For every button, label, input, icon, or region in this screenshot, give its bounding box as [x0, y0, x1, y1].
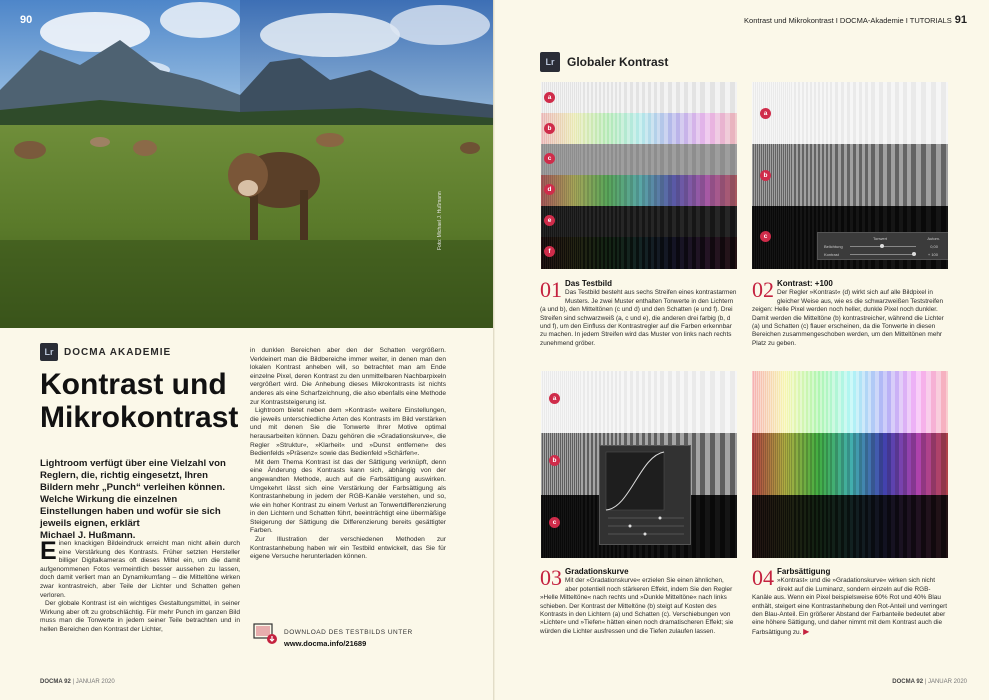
page-number: 90 [20, 14, 33, 26]
photo-illustration [0, 0, 494, 328]
marker-a: a [760, 108, 771, 119]
left-page [0, 0, 494, 700]
tone-curve-graph [600, 446, 692, 546]
dialog-row2: Kontrast [824, 252, 839, 257]
test-image-panel-1 [541, 82, 737, 269]
author-name: Michael J. Hußmann. [40, 530, 136, 541]
slider-track [850, 254, 916, 255]
section-header [540, 52, 668, 72]
marker-b: b [760, 170, 771, 181]
caption-text: Mit der »Gradationskurve« erzielen Sie einen ähnlichen, aber potentiell noch stärkeren Effekt, indem Sie den Regler »Helle Mitteltöne« nach rechts und »Dunkle Mitteltöne« nach links schieben. Der Kontrast der Mitteltöne (b) steigt auf Kosten des Kontrasts in den Lichtern (a) und Schatten (c). Verschiebungen von »Lichter« und »Tiefen« hätten einen noch dramatischeren Effekt; sie würden die Lichter ausfressen und die Tiefen zulaufen lassen. [540, 577, 734, 635]
cow-landscape-photo [0, 0, 494, 328]
lead-text: Lightroom verfügt über eine Vielzahl von Reglern, die, richtig eingesetzt, Ihren Bildern mehr „Punch“ verleihen können. Welche Wirkung die einzelnen Einstellungen haben und wofür sie sich jeweils eignen, erklärt [40, 458, 226, 529]
caption-number: 01 [540, 277, 562, 302]
right-page [495, 0, 989, 700]
header-text: Kontrast und Mikrokontrast I DOCMA-Akademie I TUTORIALS [744, 16, 952, 25]
caption-01 [540, 277, 738, 348]
footer-date: JANUAR 2020 [927, 679, 967, 685]
dialog-auto: Autom. [927, 236, 940, 241]
paragraph: in dunklen Bereichen aber den der Schatten vergrößern. Verkleinert man die Bildbereiche immer weiter, in denen man den lokalen Kontrast anheben will, so betrachtet man am Ende einzelne Pixel, deren Kontrast zu den unmittelbaren Nachbarpixeln vergrößert wird. Die Anhebung dieses Mikrokontrasts ist nichts anderes als eine Scharfzeichnung, die also ebenfalls eine Methode zur Kontraststeigerung ist. [250, 347, 446, 406]
marker-c: c [760, 231, 771, 242]
caption-text: Das Testbild besteht aus sechs Streifen eines kontrastarmen Musters. Je zwei Muster enthalten Tonwerte in den Lichtern (a und b), den Mitteltönen (c und d) und den Schatten (e und f). Drei Streifen sind schwarzweiß (a, c und e), die anderen drei farbig (b, d und f), um den Einfluss der Kontrastregler auf die Farben erkennbar zu machen. In jedem Streifen wird das Muster von links nach rechts zunehmend gröber. [540, 289, 737, 347]
test-stripes-01 [541, 82, 737, 269]
marker-a: a [549, 393, 560, 404]
paragraph: Mit dem Thema Kontrast ist das der Sättigung verknüpft, denn eine Änderung des Kontrasts kann sich, abhängig von der angewandten Methode, auch auf die Farbsättigung auswirken. Umgekehrt lässt sich eine Verstärkung der Farbsättigung als Kontrastanhebung in jedem der RGB-Kanäle verstehen, und so, wie ein hoher Kontrast zu einem Verlust an Tonwertdifferenzierung in den Lichtern und Schatten führt, beeinträchtigt eine übermäßige Steigerung der Sättigung die Differenzierung bereits gesättigter Farben. [250, 458, 446, 535]
paragraph: Lightroom bietet neben dem »Kontrast« weitere Einstellungen, die jeweils unterschiedliche Arten des Kontrasts im Bild verstärken und mit denen Sie die Tonwerte Ihrer Motive optimal herausarbeiten können. Dazu gehören die »Gradationskurve«, die Regler »Struktur«, »Klarheit« und »Dunst entfernen« des Bedienfelds »Präsenz« sowie das Bedienfeld »Schärfen«. [250, 407, 446, 458]
section-title: Globaler Kontrast [567, 55, 669, 69]
article-title: Kontrast und Mikrokontrast [40, 368, 239, 434]
section-label: DOCMA AKADEMIE [64, 346, 172, 358]
paragraph [40, 537, 240, 600]
marker-c: c [549, 517, 560, 528]
paragraph: Zur Illustration der verschiedenen Methoden zur Kontrastanhebung haben wir ein Testbild entwickelt, das Sie für eigene Versuche herunterladen können. [250, 536, 446, 561]
marker-d: d [544, 184, 555, 195]
dialog-label: Tonwert [873, 236, 888, 241]
marker-e: e [544, 215, 555, 226]
marker-f: f [544, 246, 555, 257]
marker-b: b [544, 123, 555, 134]
caption-04 [752, 565, 950, 637]
test-image-panel-3 [541, 371, 737, 558]
download-link[interactable]: www.docma.info/21689 [284, 639, 367, 648]
body-column-1 [40, 537, 240, 635]
caption-number: 02 [752, 277, 774, 302]
download-box[interactable] [252, 620, 452, 652]
slider-handle[interactable] [912, 252, 916, 256]
dialog-row1-value: 0,00 [930, 244, 938, 249]
page-number: 91 [954, 14, 967, 26]
photo-credit: Foto: Michael J. Hußmann [437, 191, 443, 250]
lightroom-logo-icon: Lr [40, 343, 58, 361]
marker-c: c [544, 153, 555, 164]
footer-magazine: DOCMA 92 [892, 679, 924, 685]
caption-title: Das Testbild [565, 279, 612, 288]
caption-number: 03 [540, 565, 562, 590]
caption-text: Der Regler »Kontrast« (d) wirkt sich auf alle Bildpixel in gleicher Weise aus, wie es die schwarzweißen Teststreifen zeigen: Helle Pixel werden noch heller, dunkle Pixel noch dunkler. Damit werden die Mitteltöne (b) kontrastreicher, während die Lichter (a) und Schatten (c) flauer erscheinen, da die Tonwerte in diesen Bereichen zusammengeschoben werden, um den Mitteltönen mehr Platz zu geben. [752, 289, 944, 347]
download-icon [252, 620, 278, 646]
marker-a: a [544, 92, 555, 103]
footer-date: JANUAR 2020 [75, 679, 115, 685]
caption-title: Farbsättigung [777, 567, 831, 576]
contrast-dialog [817, 232, 948, 260]
caption-text: »Kontrast« und die »Gradationskurve« wirken sich nicht direkt auf die Luminanz, sondern einzeln auf die RGB-Kanäle aus. Wenn ein Pixel beispielsweise 60% Rot und 40% Blau enthält, steigert eine Kontrastanhebung den Rot-Anteil und verringert den Blau-Anteil. Ein größerer Abstand der Farbanteile bedeutet aber eine höhere Sättigung, und daher nimmt mit dem Kontrast auch die Farbsättigung zu. [752, 577, 948, 636]
dialog-row2-value: + 100 [927, 252, 938, 257]
test-image-panel-4 [752, 371, 948, 558]
footer-magazine: DOCMA 92 [40, 679, 71, 685]
running-header [744, 14, 967, 26]
dialog-row1: Belichtung [824, 244, 843, 249]
section-header [40, 343, 171, 361]
lightroom-logo-icon: Lr [540, 52, 560, 72]
test-stripes-04 [752, 371, 948, 558]
caption-02 [752, 277, 950, 348]
footer-right: DOCMA 92 | JANUAR 2020 [892, 679, 967, 685]
caption-title: Kontrast: +100 [777, 279, 833, 288]
paragraph-text: inen knackigen Bildeindruck erreicht man nicht allein durch eine Verstärkung des Kontrasts. Früher setzten Hersteller billiger Digitalkameras oft dieses Mittel ein, um die damit aufgenommenen Fotos vermeintlich besser aussehen zu lassen, doch damit verliert man an Dynamikumfang – die Mitteltöne wirken zwar kontrastreich, aber Teile der Lichter und Schatten gehen verloren. [40, 540, 240, 599]
download-label: DOWNLOAD DES TESTBILDS UNTER [284, 629, 413, 636]
slider-handle[interactable] [880, 244, 884, 248]
end-arrow-icon: ▶ [803, 626, 810, 636]
footer-left: DOCMA 92 | JANUAR 2020 [40, 679, 115, 685]
caption-number: 04 [752, 565, 774, 590]
caption-03 [540, 565, 738, 636]
dropcap: E [40, 537, 57, 565]
marker-b: b [549, 455, 560, 466]
test-image-panel-2 [752, 82, 948, 269]
paragraph: Der globale Kontrast ist ein wichtiges Gestaltungsmittel, in seiner Wirkung aber oft zu grobschlächtig. Für mehr Punch im ganzen Bild muss man die Tonwerte in jedem seiner Teile betrachten und in hellen Bereichen den Kontrast der Lichter, [40, 600, 240, 633]
caption-title: Gradationskurve [565, 567, 629, 576]
article-lead [40, 458, 240, 542]
body-column-2 [250, 347, 446, 562]
tone-curve-panel [599, 445, 691, 545]
